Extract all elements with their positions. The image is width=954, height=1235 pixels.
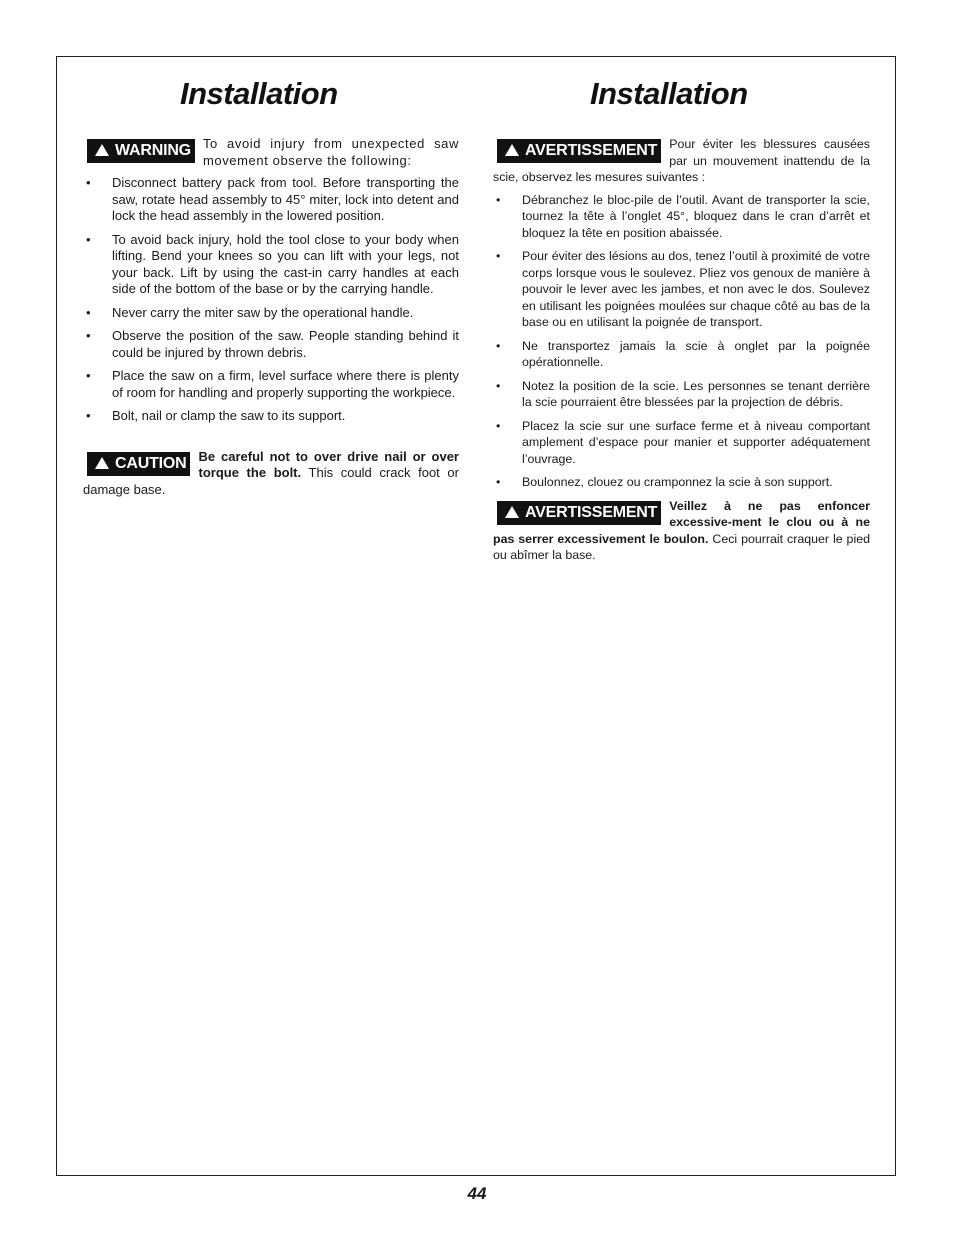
list-item: • Placez la scie sur une surface ferme et à niveau comportant amplement d’espace pour manier et supporter adéquatement l’ouvrage. [493, 418, 870, 468]
warning-triangle-icon [95, 457, 109, 469]
warning-list [83, 175, 459, 425]
list-item: • Débranchez le bloc-pile de l’outil. Avant de transporter la scie, tournez la tête à l’onglet 45°, bloquez dans le cran d’arrêt et bloquez la tête en position abaissée. [493, 192, 870, 242]
caution-block [83, 449, 459, 499]
warning-badge [497, 139, 661, 163]
caution-badge [87, 452, 190, 476]
caution-badge-label: AVERTISSEMENT [525, 503, 658, 521]
list-item: • Ne transportez jamais la scie à onglet par la poignée opérationnelle. [493, 338, 870, 371]
caution-text: Be careful not to over drive nail or over torque the bolt. This could crack foot or damage base. [83, 448, 459, 497]
list-item: • To avoid back injury, hold the tool close to your body when lifting. Bend your knees so you can lift with your legs, not your back. Lift by using the cast-in carry handles at each side of the bottom of the base or by the carrying handle. [83, 232, 459, 298]
warning-triangle-icon [95, 144, 109, 156]
list-item: • Notez la position de la scie. Les personnes se tenant derrière la scie pourraient être blessées par la projection de débris. [493, 378, 870, 411]
list-item: • Disconnect battery pack from tool. Before transporting the saw, rotate head assembly to 45° miter, lock into detent and lock the head assembly in the lowered position. [83, 175, 459, 225]
list-item: • Place the saw on a firm, level surface where there is plenty of room for handling and properly supporting the workpiece. [83, 368, 459, 401]
warning-list [493, 192, 870, 491]
english-column [83, 136, 459, 498]
warning-badge-label: WARNING [115, 142, 191, 159]
warning-block [493, 136, 870, 186]
list-item: • Boulonnez, clouez ou cramponnez la scie à son support. [493, 474, 870, 491]
warning-triangle-icon [505, 144, 519, 156]
caution-badge-label: CAUTION [115, 454, 187, 472]
warning-badge [87, 139, 195, 163]
page-number: 44 [467, 1184, 487, 1203]
french-column [493, 136, 870, 564]
caution-text: Veillez à ne pas enfoncer excessive-ment le clou ou à ne pas serrer excessivement le boulon. Ceci pourrait craquer le pied ou abîmer la base. [493, 498, 870, 562]
list-item: • Never carry the miter saw by the operational handle. [83, 305, 459, 322]
warning-intro: To avoid injury from unexpected saw movement observe the following: [202, 136, 459, 168]
warning-block [83, 136, 459, 169]
warning-badge-label: AVERTISSEMENT [525, 142, 658, 159]
list-item: • Pour éviter des lésions au dos, tenez l’outil à proximité de votre corps lorsque vous le soulevez. Pliez vos genoux de manière à pouvoir le lever avec les jambes, et non avec le dos. Soulevez en utilisant les poignées moulées sur chaque côté au bas de la base ou en utilisant la poignée de transport. [493, 248, 870, 331]
warning-triangle-icon [505, 506, 519, 518]
page-title-fr: Installation [590, 76, 748, 111]
warning-intro: Pour éviter les blessures causées par un mouvement inattendu de la scie, observez les mesures suivantes : [493, 137, 870, 184]
list-item: • Bolt, nail or clamp the saw to its support. [83, 408, 459, 425]
caution-block [493, 498, 870, 564]
caution-badge [497, 501, 661, 525]
list-item: • Observe the position of the saw. People standing behind it could be injured by thrown debris. [83, 328, 459, 361]
page-title-en: Installation [180, 76, 338, 111]
